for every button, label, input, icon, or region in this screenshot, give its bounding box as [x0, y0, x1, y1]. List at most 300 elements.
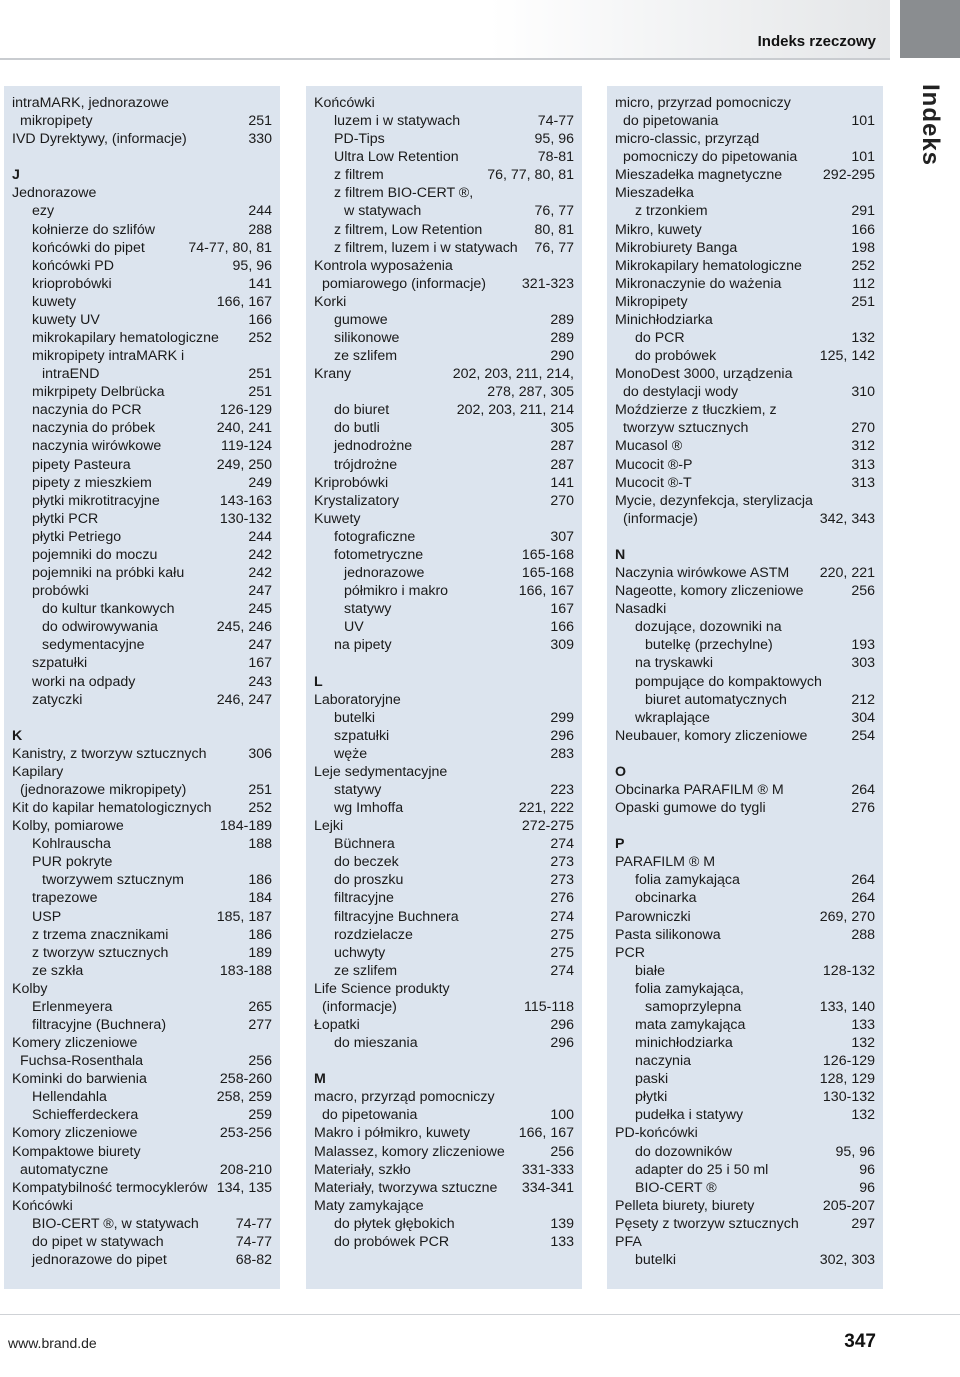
entry-term: pomiarowego (informacje) — [322, 275, 487, 292]
entry-pages: 247 — [248, 637, 272, 654]
entry-term: pojemniki na próbki kału — [32, 565, 185, 582]
entry-term: uchwyty — [334, 944, 386, 961]
entry-term: pojemniki do moczu — [32, 546, 158, 563]
entry-pages: 115-118 — [524, 998, 574, 1015]
index-entry — [314, 94, 574, 112]
index-entry — [12, 130, 272, 148]
index-entry — [12, 275, 272, 293]
entry-term: (informacje) — [623, 510, 698, 527]
entry-term: Pasta silikonowa — [615, 926, 721, 943]
entry-pages: 132 — [851, 330, 875, 347]
index-entry — [314, 727, 574, 745]
index-entry — [615, 1052, 875, 1070]
entry-term: Kuwety — [314, 510, 361, 527]
entry-pages: 130-132 — [219, 510, 272, 527]
index-entry — [615, 691, 875, 709]
entry-term: Lejki — [314, 818, 344, 835]
index-entry — [615, 383, 875, 401]
index-entry — [314, 1215, 574, 1233]
page-header-title: Indeks rzeczowy — [757, 33, 876, 50]
entry-term: szpatułki — [32, 655, 88, 672]
index-entry — [314, 781, 574, 799]
entry-term: do dozowników — [635, 1143, 733, 1160]
entry-term: Ultra Low Retention — [334, 149, 459, 166]
index-entry — [314, 763, 574, 781]
index-entry — [314, 980, 574, 998]
entry-term: intraEND — [42, 366, 100, 383]
entry-term: BIO-CERT ®, w statywach — [32, 1215, 199, 1232]
index-entry — [615, 112, 875, 130]
index-entry — [314, 871, 574, 889]
index-entry — [12, 1161, 272, 1179]
index-entry — [615, 94, 875, 112]
entry-pages: 132 — [851, 1035, 875, 1052]
entry-term: kołnierze do szlifów — [32, 221, 156, 238]
entry-pages: 274 — [550, 908, 574, 925]
entry-term: Malassez, komory zliczeniowe — [314, 1143, 505, 1160]
index-entry — [12, 437, 272, 455]
index-entry — [314, 166, 574, 184]
index-letter-heading — [314, 1070, 574, 1088]
index-entry — [314, 293, 574, 311]
entry-term: gumowe — [334, 311, 388, 328]
corner-tab-block — [900, 0, 960, 58]
header-divider — [0, 58, 890, 60]
entry-pages: 101 — [851, 149, 875, 166]
index-entry — [12, 1016, 272, 1034]
index-entry — [12, 691, 272, 709]
entry-pages: 256 — [248, 1053, 272, 1070]
index-entry — [12, 347, 272, 365]
entry-term: jednorazowe do pipet — [32, 1252, 167, 1268]
entry-pages: 74-77 — [537, 113, 574, 130]
entry-term: mikropipety intraMARK i — [32, 348, 185, 365]
index-entry — [314, 1233, 574, 1251]
entry-pages: 185, 187 — [216, 908, 272, 925]
index-entry — [12, 1179, 272, 1197]
index-entry — [615, 202, 875, 220]
entry-pages: 133 — [851, 1016, 875, 1033]
entry-term: Life Science produkty — [314, 980, 450, 997]
entry-term: Mucasol ® — [615, 438, 683, 455]
entry-term: silikonowe — [334, 330, 400, 347]
entry-term: intraMARK, jednorazowe — [12, 95, 169, 111]
entry-term: pomocniczy do pipetowania — [623, 149, 798, 166]
index-entry — [615, 944, 875, 962]
index-entry — [314, 347, 574, 365]
entry-term: końcówki do pipet — [32, 239, 145, 256]
index-entry — [615, 1161, 875, 1179]
entry-term: K — [12, 727, 23, 744]
index-entry — [314, 709, 574, 727]
entry-pages: 264 — [851, 890, 875, 907]
entry-term: filtracyjne — [334, 890, 394, 907]
index-entry — [12, 311, 272, 329]
index-entry — [314, 745, 574, 763]
entry-term: folia zamykająca, — [635, 980, 744, 997]
index-entry — [615, 799, 875, 817]
entry-term: naczynia — [635, 1053, 691, 1070]
index-entry — [615, 1197, 875, 1215]
entry-pages: 310 — [851, 384, 875, 401]
entry-term: O — [615, 763, 627, 780]
index-entry — [615, 980, 875, 998]
index-entry — [314, 329, 574, 347]
index-entry — [12, 546, 272, 564]
entry-pages: 166 — [550, 619, 574, 636]
entry-term: dozujące, dozowniki na — [635, 619, 782, 636]
index-entry — [615, 781, 875, 799]
entry-pages: 304 — [851, 709, 875, 726]
entry-pages: 128, 129 — [819, 1071, 875, 1088]
entry-pages: 330 — [248, 131, 272, 148]
index-entry — [314, 799, 574, 817]
entry-pages: 212 — [851, 691, 875, 708]
index-entry — [615, 1016, 875, 1034]
entry-pages: 193 — [851, 637, 875, 654]
entry-term: fotograficzne — [334, 528, 416, 545]
entry-pages: 287 — [550, 456, 574, 473]
index-entry — [12, 673, 272, 691]
index-entry — [12, 908, 272, 926]
index-entry — [314, 474, 574, 492]
entry-term: mata zamykająca — [635, 1016, 746, 1033]
entry-pages: 95, 96 — [534, 131, 574, 148]
entry-term: trójdrożne — [334, 456, 398, 473]
entry-pages: 167 — [248, 655, 272, 672]
index-entry — [12, 419, 272, 437]
entry-term: tworzyw sztucznych — [623, 420, 749, 437]
index-column-3 — [607, 86, 883, 1289]
index-entry — [615, 1106, 875, 1124]
index-entry — [12, 654, 272, 672]
entry-pages: 223 — [550, 781, 574, 798]
entry-term: wg Imhoffa — [334, 800, 404, 817]
index-entry — [615, 600, 875, 618]
entry-pages: 139 — [550, 1215, 574, 1232]
entry-pages: 296 — [550, 1035, 574, 1052]
index-entry — [12, 1052, 272, 1070]
entry-pages: 126-129 — [219, 402, 272, 419]
index-entry — [615, 654, 875, 672]
entry-pages: 342, 343 — [819, 510, 875, 527]
entry-term: Kontrola wyposażenia — [314, 257, 453, 274]
entry-term: Korki — [314, 293, 347, 310]
index-entry — [314, 419, 574, 437]
entry-term: do biuret — [334, 402, 390, 419]
entry-term: Kompatybilność termocyklerów — [12, 1179, 208, 1196]
entry-term: sedymentacyjne — [42, 637, 145, 654]
entry-pages: 264 — [851, 872, 875, 889]
entry-term: Komery zliczeniowe — [12, 1035, 138, 1052]
entry-term: do proszku — [334, 872, 404, 889]
entry-term: butelki — [635, 1252, 677, 1268]
entry-term: Kit do kapilar hematologicznych — [12, 800, 212, 817]
entry-pages: 184 — [248, 890, 272, 907]
entry-pages: 74-77, 80, 81 — [188, 239, 272, 256]
index-entry — [12, 564, 272, 582]
side-index-label: Indeks — [917, 83, 944, 167]
index-entry — [12, 889, 272, 907]
entry-term: do PCR — [635, 330, 685, 347]
index-entry — [314, 221, 574, 239]
entry-term: Nasadki — [615, 601, 667, 618]
entry-term: do pipetowania — [322, 1107, 418, 1124]
index-entry — [615, 365, 875, 383]
entry-pages: 264 — [851, 781, 875, 798]
entry-term: filtracyjne Buchnera — [334, 908, 459, 925]
entry-pages: 244 — [248, 528, 272, 545]
entry-term: Maty zamykające — [314, 1197, 424, 1214]
entry-term: trapezowe — [32, 890, 98, 907]
index-entry — [12, 383, 272, 401]
index-letter-heading — [12, 166, 272, 184]
index-entry — [615, 1143, 875, 1161]
entry-pages: 288 — [248, 221, 272, 238]
index-entry — [314, 112, 574, 130]
index-entry — [12, 456, 272, 474]
index-entry — [12, 1124, 272, 1142]
index-entry — [314, 1197, 574, 1215]
index-entry — [615, 1233, 875, 1251]
index-entry — [615, 1034, 875, 1052]
entry-term: Materiały, szkło — [314, 1161, 411, 1178]
index-entry — [12, 293, 272, 311]
index-entry — [12, 1215, 272, 1233]
entry-term: do probówek — [635, 348, 717, 365]
entry-term: USP — [32, 908, 62, 925]
index-entry — [12, 1070, 272, 1088]
entry-term: płytki mikrotitracyjne — [32, 492, 160, 509]
entry-pages: 302, 303 — [819, 1252, 875, 1268]
entry-pages: 101 — [851, 113, 875, 130]
entry-term: białe — [635, 962, 665, 979]
entry-term: do odwirowywania — [42, 619, 158, 636]
index-entry — [314, 546, 574, 564]
index-entry — [314, 1124, 574, 1142]
entry-term: Kolby — [12, 980, 48, 997]
entry-pages: 331-333 — [521, 1161, 574, 1178]
entry-term: kuwety — [32, 293, 77, 310]
index-entry — [615, 456, 875, 474]
index-entry — [314, 492, 574, 510]
index-entry — [314, 510, 574, 528]
index-entry — [12, 1088, 272, 1106]
index-entry — [12, 510, 272, 528]
index-entry — [12, 636, 272, 654]
index-entry — [12, 221, 272, 239]
entry-pages: 143-163 — [219, 492, 272, 509]
entry-pages: 165-168 — [521, 565, 574, 582]
entry-pages: 198 — [851, 239, 875, 256]
entry-pages: 275 — [550, 926, 574, 943]
entry-term: Kominki do barwienia — [12, 1071, 147, 1088]
entry-term: do pipet w statywach — [32, 1233, 164, 1250]
index-entry — [12, 799, 272, 817]
entry-term: fotometryczne — [334, 546, 424, 563]
entry-pages: 128-132 — [822, 962, 875, 979]
index-spacer — [615, 745, 875, 763]
entry-term: naczynia wirówkowe — [32, 438, 162, 455]
index-spacer — [314, 654, 574, 672]
index-entry — [314, 456, 574, 474]
entry-pages: 259 — [248, 1107, 272, 1124]
entry-term: Fuchsa-Rosenthala — [20, 1053, 144, 1070]
index-entry — [615, 582, 875, 600]
entry-term: adapter do 25 i 50 ml — [635, 1161, 769, 1178]
entry-term: mikropipety — [20, 113, 93, 130]
entry-term: mikrokapilary hematologiczne — [32, 330, 219, 347]
entry-pages: 184-189 — [219, 818, 272, 835]
entry-pages: 303 — [851, 655, 875, 672]
entry-term: z tworzyw sztucznych — [32, 944, 169, 961]
index-entry — [12, 980, 272, 998]
entry-pages: 276 — [851, 800, 875, 817]
entry-pages: 95, 96 — [232, 257, 272, 274]
entry-pages: 288 — [851, 926, 875, 943]
entry-term: Komory zliczeniowe — [12, 1125, 138, 1142]
index-entry — [615, 926, 875, 944]
entry-term: M — [314, 1071, 326, 1088]
index-entry — [314, 311, 574, 329]
index-entry — [12, 582, 272, 600]
index-entry — [314, 202, 574, 220]
index-letter-heading — [615, 763, 875, 781]
entry-term: Makro i półmikro, kuwety — [314, 1125, 471, 1142]
index-entry — [12, 257, 272, 275]
entry-pages: 299 — [550, 709, 574, 726]
entry-pages: 289 — [550, 330, 574, 347]
entry-term: paski — [635, 1071, 669, 1088]
entry-pages: 251 — [248, 366, 272, 383]
entry-term: wkraplające — [635, 709, 710, 726]
entry-term: Krany — [314, 366, 352, 383]
entry-pages: 76, 77 — [534, 203, 574, 220]
index-entry — [314, 691, 574, 709]
entry-term: P — [615, 836, 625, 853]
index-entry — [615, 1215, 875, 1233]
entry-pages: 275 — [550, 944, 574, 961]
entry-pages: 249 — [248, 474, 272, 491]
index-entry — [615, 257, 875, 275]
entry-term: Mikrobiurety Banga — [615, 239, 738, 256]
index-entry — [615, 853, 875, 871]
entry-pages: 119-124 — [220, 438, 272, 455]
entry-term: Materiały, tworzywa sztuczne — [314, 1179, 498, 1196]
entry-pages: 246, 247 — [216, 691, 272, 708]
entry-term: PD-Tips — [334, 131, 385, 148]
index-entry — [615, 184, 875, 202]
entry-pages: 245, 246 — [216, 619, 272, 636]
index-entry — [12, 745, 272, 763]
entry-term: na pipety — [334, 637, 392, 654]
entry-term: PCR — [615, 944, 645, 961]
entry-pages: 296 — [550, 1016, 574, 1033]
index-entry — [615, 1124, 875, 1142]
index-entry — [314, 817, 574, 835]
entry-term: do beczek — [334, 854, 399, 871]
entry-term: Łopatki — [314, 1016, 360, 1033]
entry-term: Büchnera — [334, 836, 395, 853]
entry-term: UV — [344, 619, 364, 636]
index-entry — [615, 437, 875, 455]
entry-pages: 252 — [248, 800, 272, 817]
entry-term: do mieszania — [334, 1035, 418, 1052]
entry-term: micro-classic, przyrząd — [615, 131, 760, 148]
entry-term: ze szlifem — [334, 962, 398, 979]
index-entry — [12, 401, 272, 419]
index-entry — [615, 636, 875, 654]
entry-pages: 313 — [851, 456, 875, 473]
entry-pages: 307 — [550, 528, 574, 545]
entry-pages: 166 — [851, 221, 875, 238]
entry-pages: 253-256 — [219, 1125, 272, 1142]
entry-term: pipety z mieszkiem — [32, 474, 152, 491]
index-entry — [314, 528, 574, 546]
entry-term: Kriprobówki — [314, 474, 389, 491]
entry-pages: 205-207 — [822, 1197, 875, 1214]
index-entry — [12, 112, 272, 130]
entry-pages: 188 — [248, 836, 272, 853]
entry-term: minichłodziarka — [635, 1035, 733, 1052]
index-entry — [314, 1016, 574, 1034]
index-entry — [12, 1034, 272, 1052]
index-entry — [615, 618, 875, 636]
index-letter-heading — [12, 727, 272, 745]
entry-pages: 80, 81 — [534, 221, 574, 238]
footer-website: www.brand.de — [8, 1335, 97, 1351]
entry-term: Mikro, kuwety — [615, 221, 702, 238]
entry-term: z filtrem, Low Retention — [334, 221, 483, 238]
entry-term: tworzywem sztucznym — [42, 872, 184, 889]
entry-pages: 242 — [248, 565, 272, 582]
entry-term: Moździerze z tłuczkiem, z — [615, 402, 777, 419]
entry-term: pudełka i statywy — [635, 1107, 744, 1124]
entry-term: L — [314, 673, 323, 690]
entry-pages: 208-210 — [219, 1161, 272, 1178]
entry-term: PFA — [615, 1233, 642, 1250]
entry-term: Mikronaczynie do ważenia — [615, 275, 782, 292]
header-band — [0, 0, 890, 58]
entry-term: z filtrem BIO-CERT ®, — [334, 185, 474, 202]
entry-pages: 270 — [851, 420, 875, 437]
entry-term: Kolby, pomiarowe — [12, 818, 124, 835]
entry-pages: 166, 167 — [518, 583, 574, 600]
entry-term: statywy — [344, 601, 392, 618]
index-entry — [314, 1143, 574, 1161]
entry-term: Kompaktowe biurety — [12, 1143, 141, 1160]
index-entry — [314, 275, 574, 293]
entry-term: jednorazowe — [344, 565, 425, 582]
entry-pages: 334-341 — [521, 1179, 574, 1196]
index-entry — [12, 365, 272, 383]
index-entry — [615, 401, 875, 419]
index-entry — [314, 184, 574, 202]
entry-term: Mikrokapilary hematologiczne — [615, 257, 802, 274]
entry-term: na tryskawki — [635, 655, 714, 672]
index-entry — [314, 636, 574, 654]
entry-pages: 141 — [550, 474, 574, 491]
entry-term: do butli — [334, 420, 380, 437]
index-entry — [615, 329, 875, 347]
entry-term: szpatułki — [334, 727, 390, 744]
index-entry — [12, 944, 272, 962]
index-entry — [12, 184, 272, 202]
entry-term: (informacje) — [322, 998, 397, 1015]
entry-term: Opaski gumowe do tygli — [615, 800, 766, 817]
index-entry — [314, 401, 574, 419]
index-entry — [314, 130, 574, 148]
